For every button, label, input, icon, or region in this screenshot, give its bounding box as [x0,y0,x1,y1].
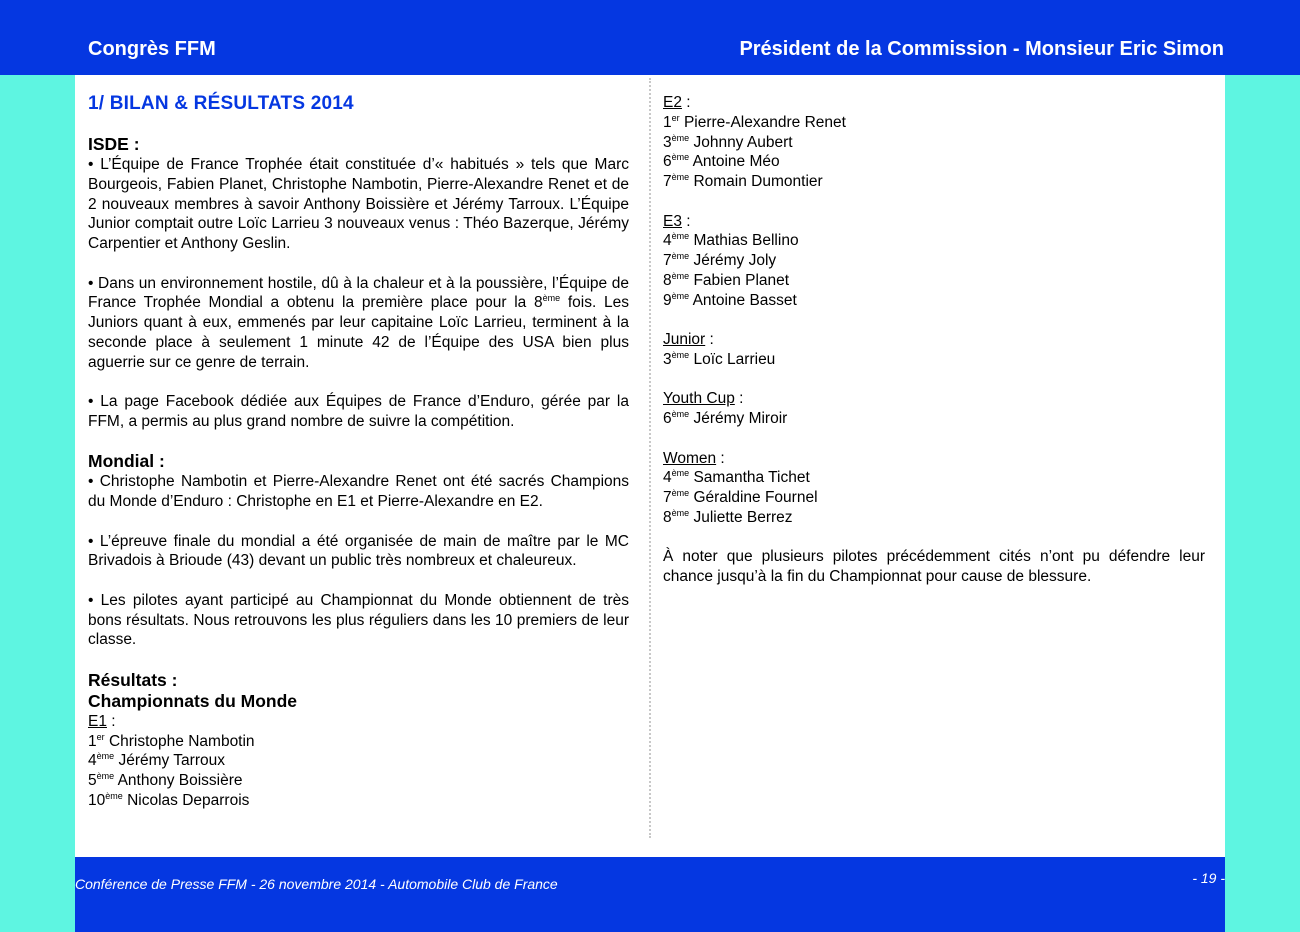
footer-bar [75,857,1225,932]
mondial-paragraph-2: • L’épreuve finale du mondial a été organisée de main de maître par le MC Brivadois à Brioude (43) devant un public très nombreux et chaleureux. [88,532,629,570]
isde-heading: ISDE : [88,134,140,154]
result-entry [663,133,1205,153]
result-name: Jérémy Joly [693,252,777,269]
result-rank-suffix: ème [671,349,690,360]
result-entry [88,791,629,811]
result-entry [663,231,1205,251]
column-divider [649,78,651,838]
result-entry [88,771,629,791]
result-name: Jérémy Miroir [693,410,788,427]
resultats-heading: Résultats : [88,669,178,690]
result-name: Christophe Nambotin [108,732,255,750]
section-title: 1/ BILAN & RÉSULTATS 2014 [88,93,354,114]
result-entry [88,751,629,771]
result-entry [663,468,1205,488]
page-number: - 19 - [1192,870,1225,886]
result-rank: 4 [663,232,672,250]
result-entry [663,271,1205,291]
result-name: Fabien Planet [693,271,790,289]
result-rank: 9 [663,291,672,309]
result-name: Géraldine Fournel [693,489,818,506]
result-entry [663,488,1205,508]
result-rank-suffix: ème [96,751,115,762]
result-rank: 10 [88,791,106,809]
category-heading: E1 : [88,712,116,730]
category-heading: Women : [663,449,725,467]
category-heading: E3 : [663,212,691,230]
left-column [88,93,629,811]
results-women [663,449,1205,528]
result-rank: 4 [88,752,97,770]
result-entry [88,732,629,752]
result-rank-suffix: ème [671,172,690,182]
mondial-heading: Mondial : [88,451,165,472]
result-rank: 6 [663,410,672,427]
result-rank: 1 [88,732,97,750]
result-entry [663,172,1205,192]
isde-paragraph-1: • L’Équipe de France Trophée était constituée d’« habitués » tels que Marc Bourgeois, Fabien Planet, Christophe Nambotin, Pierre-Alexandre Renet et de 2 nouveaux membres à savoir Anthony Boissière et Jérémy Tarroux. L’Équipe Junior comptait outre Loïc Larrieu 3 nouveaux venus : Théo Bazerque, Jérémy Carpentier et Anthony Geslin. [88,156,629,252]
footer-caption: Conférence de Presse FFM - 26 novembre 2014 - Automobile Club de France [75,876,558,892]
result-rank-suffix: er [96,731,105,742]
result-name: Romain Dumontier [693,173,823,190]
results-e1 [88,712,629,811]
category-name: E2 [663,94,682,111]
result-name: Johnny Aubert [693,133,793,151]
mondial-paragraph-1: • Christophe Nambotin et Pierre-Alexandre Renet ont été sacrés Champions du Monde d’Enduro : Christophe en E1 et Pierre-Alexandre en E2. [88,473,629,510]
result-rank: 8 [663,271,672,289]
category-heading: Junior : [663,331,714,348]
result-entry [663,251,1205,271]
result-rank: 5 [88,772,97,789]
result-name: Loïc Larrieu [693,350,776,368]
header-left-title: Congrès FFM [88,38,216,60]
result-rank: 7 [663,489,672,506]
result-entry [663,409,1205,429]
result-rank-suffix: ème [671,270,690,281]
result-rank-suffix: ème [671,152,690,163]
category-name: E3 [663,212,682,230]
result-rank-suffix: ème [671,468,690,479]
isde-p2-text-a: • Dans un environnement hostile, dû à la chaleur et à la poussière, l’Équipe de France Trophée Mondial a obtenu la première place pour la 8 [88,274,629,312]
result-rank: 3 [663,133,672,151]
result-rank-suffix: ème [671,231,690,242]
result-rank: 3 [663,350,672,368]
results-e2 [663,93,1205,192]
result-name: Juliette Berrez [693,508,793,526]
injury-note: À noter que plusieurs pilotes précédemment cités n’ont pu défendre leur chance jusqu’à la fin du Championnat pour cause de blessure. [663,548,1205,585]
result-rank-suffix: ème [671,251,690,261]
category-name: E1 [88,712,107,730]
result-rank: 6 [663,153,672,171]
results-e3 [663,212,1205,311]
result-name: Antoine Méo [692,153,780,171]
result-name: Antoine Basset [692,291,797,309]
results-junior [663,330,1205,370]
result-entry [663,113,1205,133]
result-entry [663,350,1205,370]
result-name: Mathias Bellino [693,232,799,250]
isde-paragraph-2 [88,274,629,373]
result-name: Anthony Boissière [117,772,243,789]
isde-paragraph-3: • La page Facebook dédiée aux Équipes de France d’Enduro, gérée par la FFM, a permis au plus grand nombre de suivre la compétition. [88,393,629,430]
result-rank-suffix: er [671,112,680,123]
result-rank: 1 [663,113,672,131]
result-name: Pierre-Alexandre Renet [683,113,846,131]
isde-p2-sup: ème [542,293,561,304]
result-name: Samantha Tichet [693,469,810,487]
result-rank: 7 [663,252,672,269]
result-rank-suffix: ème [671,507,690,518]
mondial-paragraph-3: • Les pilotes ayant participé au Championnat du Monde obtiennent de très bons résultats. Nous retrouvons les plus réguliers dans les 10 premiers de leur classe. [88,591,629,649]
results-youth-cup [663,389,1205,429]
header-right-title: Président de la Commission - Monsieur Eric Simon [739,38,1224,60]
category-name: Junior [663,331,706,348]
result-rank-suffix: ème [105,790,123,801]
isde-p2-text-b: fois. Les Juniors quant à eux, emmenés par leur capitaine Loïc Larrieu, terminent à la seconde place à seulement 1 minute 42 de l’Équipe des USA bien plus aguerrie sur ce genre de terrain. [88,294,629,371]
result-rank-suffix: ème [671,409,690,419]
category-heading: E2 : [663,94,691,111]
result-entry [663,152,1205,172]
result-rank-suffix: ème [96,771,115,781]
category-heading: Youth Cup : [663,390,744,408]
result-rank: 4 [663,469,672,487]
category-name: Youth Cup [663,390,735,408]
result-rank-suffix: ème [671,132,690,143]
championnats-heading: Championnats du Monde [88,690,298,711]
result-entry [663,291,1205,311]
result-rank-suffix: ème [671,290,690,301]
result-rank: 8 [663,508,672,526]
right-column [663,93,1205,587]
result-rank: 7 [663,173,672,190]
category-name: Women [663,449,717,467]
result-entry [663,508,1205,528]
result-name: Jérémy Tarroux [118,752,225,770]
result-rank-suffix: ème [671,488,690,498]
result-name: Nicolas Deparrois [127,791,250,809]
